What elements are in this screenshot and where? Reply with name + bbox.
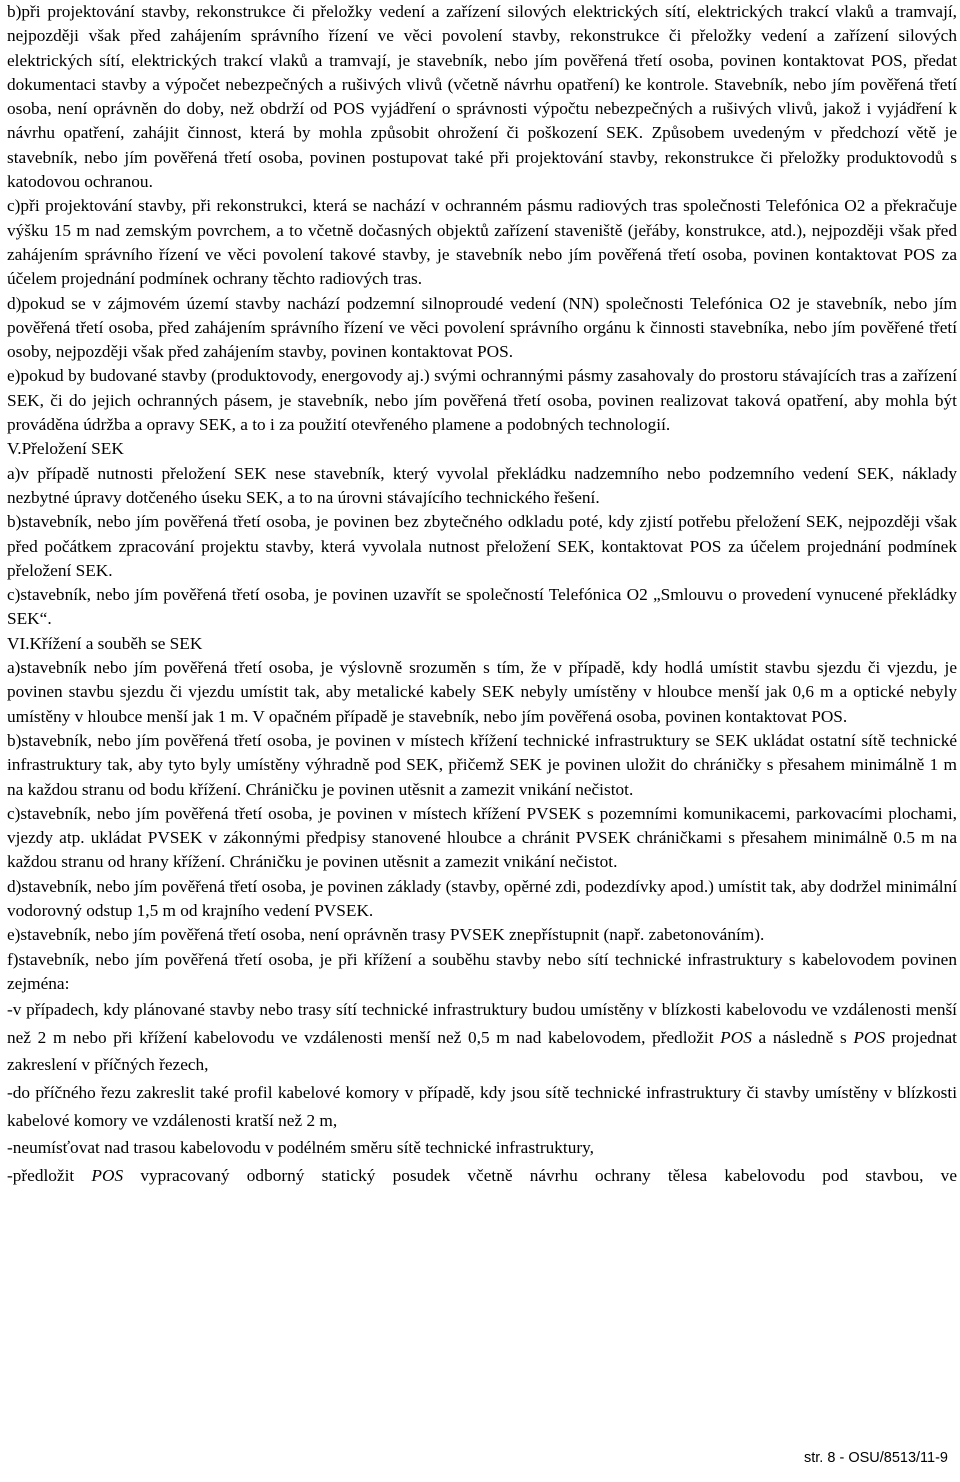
paragraph-d: d)pokud se v zájmovém území stavby nachází podzemní silnoproudé vedení (NN) společnosti Telefónica O2 je stavebník, nebo jím pověřená třetí osoba, před zahájením správního řízení ve věci povolení správního orgánu k činnosti stavebníka, nebo jím pověřené třetí osoby, nejpozději však před zahájením stavby, povinen kontaktovat POS. — [7, 293, 957, 362]
section-vi-item-b: b)stavebník, nebo jím pověřená třetí osoba, je povinen v místech křížení technické infrastruktury se SEK ukládat ostatní sítě technické infrastruktury tak, aby tyto byly umístěny výhradně pod SEK, přičemž SEK je povinen uložit do chráničky s přesahem minimálně 1 m na každou stranu od bodu křížení. Chráničku je povinen utěsnit a zamezit vnikání nečistot. — [7, 730, 957, 799]
dash-item-2: -do příčného řezu zakreslit také profil kabelové komory v případě, kdy jsou sítě technické infrastruktury či stavby umístěny v blízkosti kabelové komory ve vzdálenosti kratší než 2 m, — [7, 1082, 957, 1130]
dash-item-1-pos-2: POS — [853, 1027, 886, 1047]
paragraph-e: e)pokud by budované stavby (produktovody, energovody aj.) svými ochrannými pásmy zasahovaly do prostoru stávajících tras a zařízení SEK, či do jejich ochranných pásem, je stavebník, nebo jím pověřená třetí osoba, povinen realizovat taková opatření, aby mohla být prováděna údržba a opravy SEK, a to i za použití otevřeného plamene a podobných technologií. — [7, 366, 957, 435]
section-vi-item-d: d)stavebník, nebo jím pověřená třetí osoba, je povinen základy (stavby, opěrné zdi, podezdívky apod.) umístit tak, aby dodržel minimální vodorovný odstup 1,5 m od krajního vedení PVSEK. — [7, 876, 957, 920]
dash-item-1-text-b: a následně s — [751, 1027, 854, 1047]
dash-item-1 — [7, 996, 957, 1079]
page-footer: str. 8 - OSU/8513/11-9 — [804, 1450, 948, 1466]
section-v-item-a: a)v případě nutnosti přeložení SEK nese stavebník, který vyvolal překládku nadzemního nebo podzemního vedení SEK, náklady nezbytné úpravy dotčeného úseku SEK, a to na úrovni stávajícího technického řešení. — [7, 463, 957, 507]
section-heading-v: V.Přeložení SEK — [7, 439, 124, 459]
dash-item-4-text-b: vypracovaný odborný statický posudek včetně návrhu ochrany tělesa kabelovodu pod stavbou, ve — [123, 1165, 957, 1185]
dash-item-4-pos: POS — [91, 1165, 124, 1185]
section-vi-item-c: c)stavebník, nebo jím pověřená třetí osoba, je povinen v místech křížení PVSEK s pozemními komunikacemi, parkovacími plochami, vjezdy atp. ukládat PVSEK v zákonnými předpisy stanovené hloubce a chránit PVSEK chráničkami s přesahem minimálně 0.5 m na každou stranu od hrany křížení. Chráničku je povinen utěsnit a zamezit vnikání nečistot. — [7, 803, 957, 872]
dash-item-4-text-a: -předložit — [7, 1165, 92, 1185]
section-vi-item-e: e)stavebník, nebo jím pověřená třetí osoba, není oprávněn trasy PVSEK znepřístupnit (např. zabetonováním). — [7, 925, 765, 945]
dash-item-4 — [7, 1162, 957, 1217]
section-heading-vi: VI.Křížení a souběh se SEK — [7, 633, 203, 653]
dash-item-1-text-a: -v případech, kdy plánované stavby nebo trasy sítí technické infrastruktury budou umístěny v blízkosti kabelovodu ve vzdálenosti menší než 2 m nebo při křížení kabelovodu ve vzdálenosti menší než 0,5 m nad kabelovodem, předložit — [7, 1000, 957, 1047]
paragraph-b: b)při projektování stavby, rekonstrukce či přeložky vedení a zařízení silových elektrických sítí, elektrických trakcí vlaků a tramvají, nejpozději však před zahájením správního řízení ve věci povolení stavby, rekonstrukce či přeložky vedení a zařízení silových elektrických sítí, elektrických trakcí vlaků a tramvají, je stavebník, nebo jím pověřená třetí osoba, povinen kontaktovat POS, předat dokumentaci stavby a výpočet nebezpečných a rušivých vlivů (včetně návrhu opatření) ke kontrole. Stavebník, nebo jím pověřená třetí osoba, není oprávněn do doby, než obdrží od POS vyjádření o správnosti výpočtu nebezpečných a rušivých vlivů, jakož i vyjádření k návrhu opatření, zahájit činnost, která by mohla způsobit ohrožení či poškození SEK. Způsobem uvedeným v předchozí větě je stavebník, nebo jím pověřená třetí osoba, povinen postupovat také při projektování stavby, rekonstrukce či přeložky produktovodů s katodovou ochranou. — [7, 2, 957, 192]
dash-item-1-text-c: projednat zakreslení v příčných řezech, — [7, 1027, 957, 1075]
dash-item-1-pos-1: POS — [720, 1027, 752, 1047]
dash-item-3: -neumísťovat nad trasou kabelovodu v podélném směru sítě technické infrastruktury, — [7, 1138, 594, 1158]
document-body — [7, 0, 957, 1217]
section-vi-item-a: a)stavebník nebo jím pověřená třetí osoba, je výslovně srozuměn s tím, že v případě, kdy hodlá umístit stavbu sjezdu či vjezdu, je povinen stavbu sjezdu či vjezdu umístit tak, aby metalické kabely SEK nebyly umístěny v hloubce menší jak 0,6 m a optické nebyly umístěny v hloubce menší jak 1 m. V opačném případě je stavebník, nebo jím pověřená osoba, povinen kontaktovat POS. — [7, 658, 957, 726]
section-v-item-b: b)stavebník, nebo jím pověřená třetí osoba, je povinen bez zbytečného odkladu poté, kdy zjistí potřebu přeložení SEK, nejpozději však před počátkem zpracování projektu stavby, která vyvolala nutnost přeložení SEK, kontaktovat POS za účelem projednání podmínek přeložení SEK. — [7, 512, 957, 580]
paragraph-c: c)při projektování stavby, při rekonstrukci, která se nachází v ochranném pásmu radiových tras společnosti Telefónica O2 a překračuje výšku 15 m nad zemským povrchem, a to včetně dočasných objektů zařízení staveniště (jeřáby, konstrukce, atd.), nejpozději však před zahájením správního řízení ve věci povolení takové stavby, je stavebník nebo jím pověřená třetí osoba, povinen kontaktovat POS za účelem projednání podmínek ochrany těchto radiových tras. — [7, 196, 957, 289]
section-v-item-c: c)stavebník, nebo jím pověřená třetí osoba, je povinen uzavřít se společností Telefónica O2 „Smlouvu o provedení vynucené překládky SEK“. — [7, 585, 957, 629]
section-vi-item-f: f)stavebník, nebo jím pověřená třetí osoba, je při křížení a souběhu stavby nebo sítí technické infrastruktury s kabelovodem povinen zejména: — [7, 949, 957, 993]
